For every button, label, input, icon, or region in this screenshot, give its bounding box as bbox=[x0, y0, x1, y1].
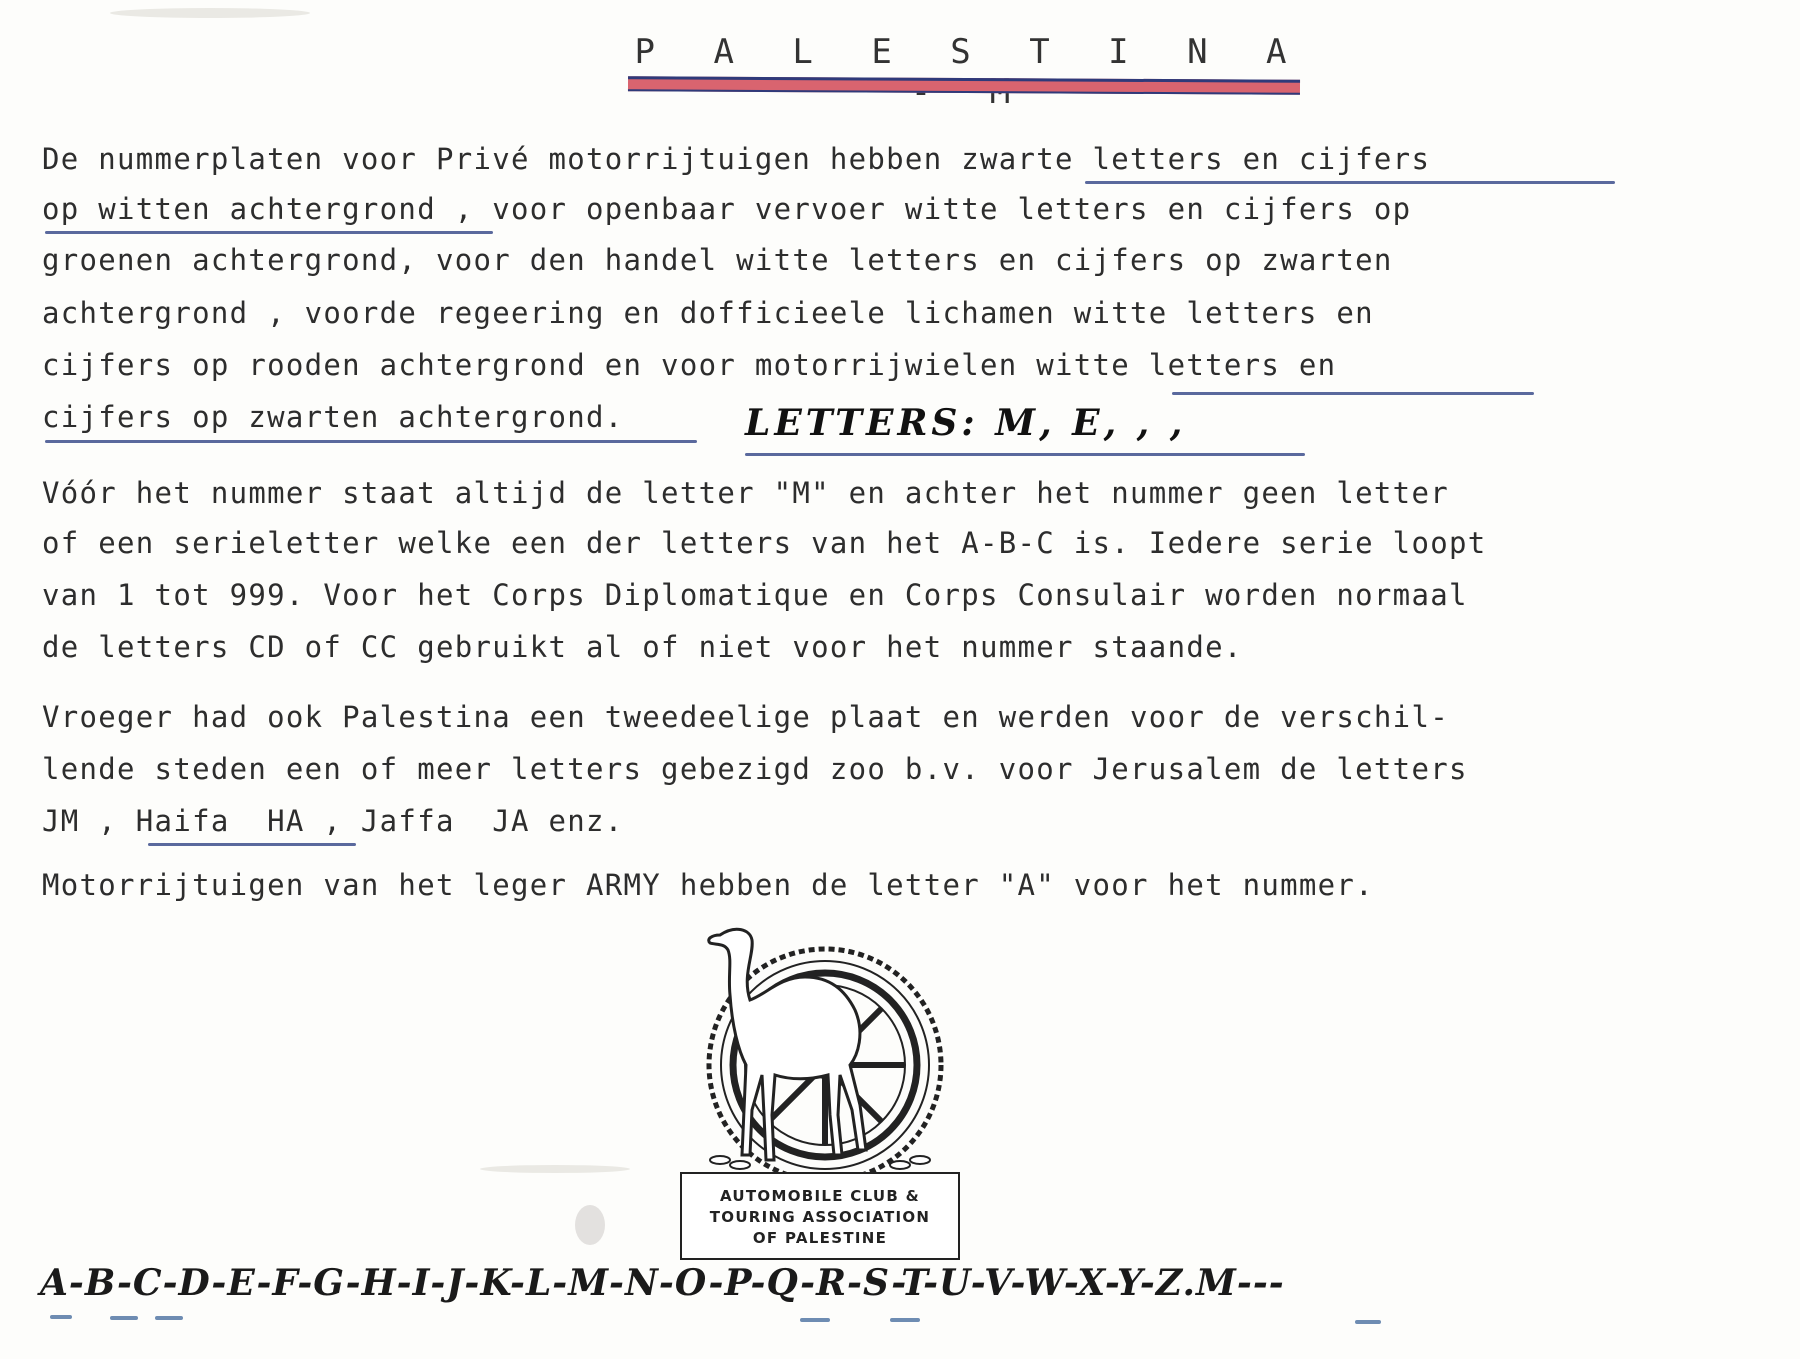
logo-caption-line-1: AUTOMOBILE CLUB & bbox=[719, 1187, 921, 1205]
alphabet-mark-c bbox=[155, 1316, 183, 1320]
paragraph-3-line-3: JM , Haifa HA , Jaffa JA enz. bbox=[42, 804, 624, 838]
paragraph-1-line-3: groenen achtergrond, voor den handel witte letters en cijfers op zwarten bbox=[42, 243, 1393, 277]
page-title: P A L E S T I N A bbox=[634, 32, 1306, 72]
paragraph-2-line-2: of een serieletter welke een der letters van het A-B-C is. Iedere serie loopt bbox=[42, 526, 1487, 560]
underline-zwarten-achtergrond bbox=[45, 440, 697, 443]
alphabet-mark-n bbox=[800, 1318, 830, 1322]
paragraph-4: Motorrijtuigen van het leger ARMY hebben de letter "A" voor het nummer. bbox=[42, 868, 1374, 902]
paper-smudge bbox=[480, 1165, 630, 1173]
handwritten-alphabet: A-B-C-D-E-F-G-H-I-J-K-L-M-N-O-P-Q-R-S-T-U-V-W-X-Y-Z.M--- bbox=[40, 1262, 1285, 1304]
paragraph-1-line-1: De nummerplaten voor Privé motorrijtuigen hebben zwarte letters en cijfers bbox=[42, 142, 1431, 176]
handwritten-letters-note: LETTERS: M, E, , , bbox=[745, 402, 1187, 444]
paragraph-2-line-1: Vóór het nummer staat altijd de letter "M" en achter het nummer geen letter bbox=[42, 476, 1449, 510]
paragraph-3-line-2: lende steden een of meer letters gebezigd zoo b.v. voor Jerusalem de letters bbox=[42, 752, 1468, 786]
paragraph-1-line-4: achtergrond , voorde regeering en dofficieele lichamen witte letters en bbox=[42, 296, 1374, 330]
paragraph-2-line-4: de letters CD of CC gebruikt al of niet voor het nummer staande. bbox=[42, 630, 1243, 664]
paragraph-2-line-3: van 1 tot 999. Voor het Corps Diplomatique en Corps Consulair worden normaal bbox=[42, 578, 1468, 612]
alphabet-mark-b bbox=[110, 1316, 138, 1320]
logo-caption-line-2: TOURING ASSOCIATION bbox=[709, 1208, 931, 1226]
paragraph-1-line-6: cijfers op zwarten achtergrond. bbox=[42, 400, 624, 434]
paragraph-1-line-2: op witten achtergrond , voor openbaar vervoer witte letters en cijfers op bbox=[42, 192, 1412, 226]
underline-zwarte-letters bbox=[1085, 181, 1615, 184]
underline-witten-achtergrond bbox=[45, 231, 493, 234]
paper-smudge bbox=[575, 1205, 605, 1245]
alphabet-mark-p bbox=[890, 1318, 920, 1322]
paragraph-3-line-1: Vroeger had ook Palestina een tweedeelige plaat en werden voor de verschil- bbox=[42, 700, 1449, 734]
logo-caption-line-3: OF PALESTINE bbox=[752, 1229, 888, 1247]
underline-haifa bbox=[148, 843, 356, 846]
paragraph-1-line-5: cijfers op rooden achtergrond en voor motorrijwielen witte letters en bbox=[42, 348, 1337, 382]
underline-witte-letters-motor bbox=[1172, 392, 1534, 395]
logo-caption-box bbox=[680, 1172, 960, 1260]
alphabet-mark-x bbox=[1355, 1320, 1381, 1324]
underline-handwritten-note bbox=[745, 453, 1305, 456]
paper-smudge bbox=[110, 8, 310, 18]
alphabet-mark-a bbox=[50, 1315, 72, 1319]
